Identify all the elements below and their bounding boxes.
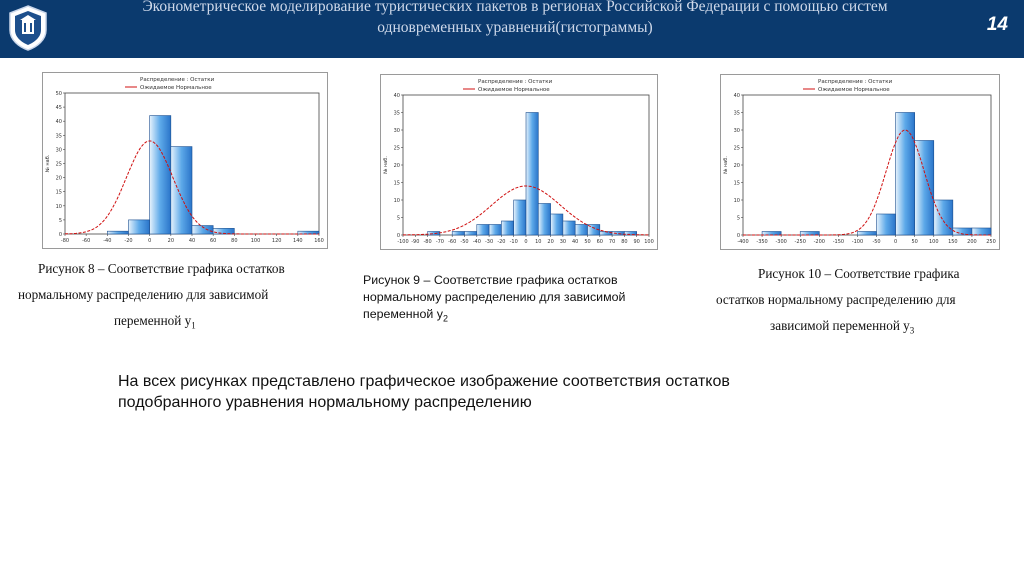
- histogram-bar: [896, 113, 915, 236]
- y-tick-label: 35: [55, 133, 62, 140]
- x-tick-label: 20: [547, 239, 554, 245]
- histogram-bar: [972, 228, 991, 235]
- caption-9-line-3: переменной $у_2$: [363, 307, 448, 324]
- histogram-bar: [563, 221, 575, 235]
- y-tick-label: 25: [733, 145, 740, 152]
- x-tick-label: 80: [621, 239, 628, 245]
- x-tick-label: -80: [60, 238, 70, 244]
- x-tick-label: 40: [188, 238, 196, 244]
- x-tick-label: 200: [967, 239, 977, 245]
- histogram-bar: [934, 200, 953, 235]
- legend-label-normal: Ожидаемое Нормальное: [478, 87, 550, 93]
- y-tick-label: 5: [736, 215, 740, 222]
- x-tick-label: 120: [271, 238, 282, 244]
- histogram-bar: [501, 221, 513, 235]
- x-tick-label: 60: [209, 238, 217, 244]
- histogram-bar: [465, 232, 477, 236]
- x-tick-label: -50: [872, 239, 881, 245]
- x-tick-label: -40: [103, 238, 112, 244]
- x-tick-label: 50: [584, 239, 591, 245]
- histogram-bar: [129, 220, 150, 234]
- histogram-bar: [150, 116, 171, 234]
- x-tick-label: 140: [293, 238, 303, 244]
- y-tick-label: 0: [736, 233, 740, 239]
- histogram-bar: [857, 232, 876, 236]
- x-tick-label: -150: [832, 239, 845, 245]
- histogram-bar: [762, 232, 781, 236]
- x-tick-label: 0: [148, 238, 152, 244]
- x-tick-label: 0: [524, 239, 528, 245]
- x-tick-label: -50: [460, 239, 469, 245]
- histogram-bar: [489, 225, 501, 236]
- x-tick-label: 10: [535, 239, 542, 245]
- x-tick-label: 0: [894, 239, 898, 245]
- y-tick-label: 40: [393, 93, 400, 99]
- legend-label-histogram: Распределение : Остатки: [140, 77, 215, 83]
- caption-8-line-3: переменной $у_1$: [114, 313, 196, 331]
- histogram-svg-2: [381, 75, 657, 249]
- x-tick-label: 160: [314, 238, 324, 244]
- caption-figure-9: [363, 272, 663, 327]
- caption-9-line-2: нормальному распределению для зависимой: [363, 290, 626, 304]
- y-tick-label: 20: [55, 175, 62, 182]
- caption-10-line-3: зависимой переменной $у_3$: [770, 318, 915, 336]
- y-tick-label: 35: [733, 110, 740, 117]
- y-tick-label: 25: [393, 145, 400, 152]
- caption-8-line-1: Рисунок 8 – Соответствие графика остатков: [38, 261, 285, 276]
- x-tick-label: 250: [986, 239, 996, 245]
- x-tick-label: 100: [928, 239, 939, 245]
- caption-8-line-2: нормальному распределению для зависимой: [18, 287, 269, 302]
- university-logo-icon: [6, 4, 50, 52]
- x-tick-label: -250: [794, 239, 806, 245]
- caption-9-line-1: Рисунок 9 – Соответствие графика остатков: [363, 273, 618, 287]
- conclusion-line-1: На всех рисунках представлено графическое изображение соответствия остатков: [118, 373, 730, 390]
- y-tick-label: 30: [733, 128, 740, 134]
- histogram-bar: [538, 204, 550, 236]
- y-axis-label: № наб.: [383, 156, 389, 174]
- conclusion-line-2: подобранного уравнения нормальному распределению: [118, 394, 532, 411]
- histogram-svg-3: [721, 75, 999, 249]
- x-tick-label: -60: [82, 238, 91, 244]
- x-tick-label: 40: [572, 239, 579, 245]
- histogram-bar: [452, 232, 464, 236]
- histogram-bar: [477, 225, 489, 236]
- x-tick-label: 60: [596, 239, 603, 245]
- x-tick-label: -200: [813, 239, 825, 245]
- y-tick-label: 30: [55, 147, 62, 154]
- caption-figure-10: [716, 261, 1006, 344]
- y-tick-label: 20: [393, 163, 400, 169]
- x-tick-label: -300: [775, 239, 787, 245]
- y-tick-label: 10: [393, 198, 400, 204]
- x-tick-label: 100: [644, 239, 654, 245]
- y-tick-label: 15: [55, 189, 62, 196]
- x-tick-label: -20: [124, 238, 133, 244]
- y-tick-label: 35: [393, 110, 400, 117]
- conclusion-text: [118, 371, 878, 413]
- page-number: 14: [986, 14, 1008, 35]
- x-tick-label: -10: [509, 239, 518, 245]
- x-tick-label: -30: [485, 239, 494, 245]
- histogram-bar: [514, 200, 526, 235]
- x-tick-label: 80: [231, 238, 238, 244]
- x-tick-label: -100: [397, 239, 409, 245]
- histogram-bar: [171, 147, 192, 234]
- legend-label-histogram: Распределение : Остатки: [818, 79, 893, 85]
- histogram-bar: [551, 214, 563, 235]
- caption-10-line-2: остатков нормальному распределению для: [716, 292, 956, 307]
- histogram-bar: [915, 141, 934, 236]
- y-tick-label: 10: [733, 198, 740, 204]
- y-axis-label: № наб.: [45, 154, 51, 173]
- y-tick-label: 0: [58, 232, 62, 238]
- legend-label-normal: Ожидаемое Нормальное: [140, 85, 212, 91]
- x-tick-label: -40: [472, 239, 481, 245]
- histogram-chart-1: [42, 72, 328, 249]
- legend-label-normal: Ожидаемое Нормальное: [818, 87, 890, 93]
- slide-title: [60, 0, 970, 38]
- x-tick-label: 30: [559, 239, 567, 245]
- x-tick-label: 150: [948, 239, 958, 245]
- histogram-bar: [877, 214, 896, 235]
- y-tick-label: 10: [55, 203, 62, 210]
- histogram-chart-3: [720, 74, 1000, 250]
- histogram-svg-1: [43, 73, 327, 248]
- y-tick-label: 40: [733, 93, 740, 99]
- y-axis-label: № наб.: [723, 156, 729, 174]
- x-tick-label: 70: [608, 239, 616, 245]
- y-tick-label: 15: [393, 180, 400, 187]
- histogram-chart-2: [380, 74, 658, 250]
- x-tick-label: 90: [633, 239, 640, 245]
- x-tick-label: 20: [167, 238, 175, 244]
- slide-header: [0, 0, 1024, 58]
- y-tick-label: 30: [393, 128, 400, 134]
- histogram-bar: [526, 113, 538, 236]
- y-tick-label: 0: [396, 233, 400, 239]
- y-tick-label: 50: [55, 91, 62, 97]
- x-tick-label: -90: [411, 239, 420, 245]
- y-tick-label: 5: [58, 217, 62, 224]
- x-tick-label: 50: [911, 239, 918, 245]
- plot-area: [743, 95, 991, 235]
- caption-10-line-1: Рисунок 10 – Соответствие графика: [758, 266, 960, 281]
- histogram-bar: [107, 231, 128, 234]
- title-line-2: одновременных уравнений(гистограммы): [377, 19, 653, 36]
- x-tick-label: -20: [497, 239, 506, 245]
- x-tick-label: -70: [435, 239, 444, 245]
- legend-label-histogram: Распределение : Остатки: [478, 79, 553, 85]
- x-tick-label: -350: [756, 239, 768, 245]
- y-tick-label: 20: [733, 163, 740, 169]
- x-tick-label: -60: [448, 239, 457, 245]
- x-tick-label: -80: [423, 239, 432, 245]
- histogram-bar: [800, 232, 819, 236]
- x-tick-label: 100: [250, 238, 261, 244]
- histogram-bar: [575, 225, 587, 236]
- x-tick-label: -400: [737, 239, 749, 245]
- title-line-1: Эконометрическое моделирование туристических пакетов в регионах Российской Федерации с помощью систем: [142, 0, 888, 15]
- y-tick-label: 15: [733, 180, 740, 187]
- caption-figure-8: [18, 256, 338, 339]
- y-tick-label: 45: [55, 105, 62, 112]
- y-tick-label: 40: [55, 119, 62, 126]
- x-tick-label: -100: [851, 239, 864, 245]
- y-tick-label: 25: [55, 161, 62, 168]
- y-tick-label: 5: [396, 215, 400, 222]
- histogram-bar: [624, 232, 636, 236]
- histogram-bar: [428, 232, 440, 236]
